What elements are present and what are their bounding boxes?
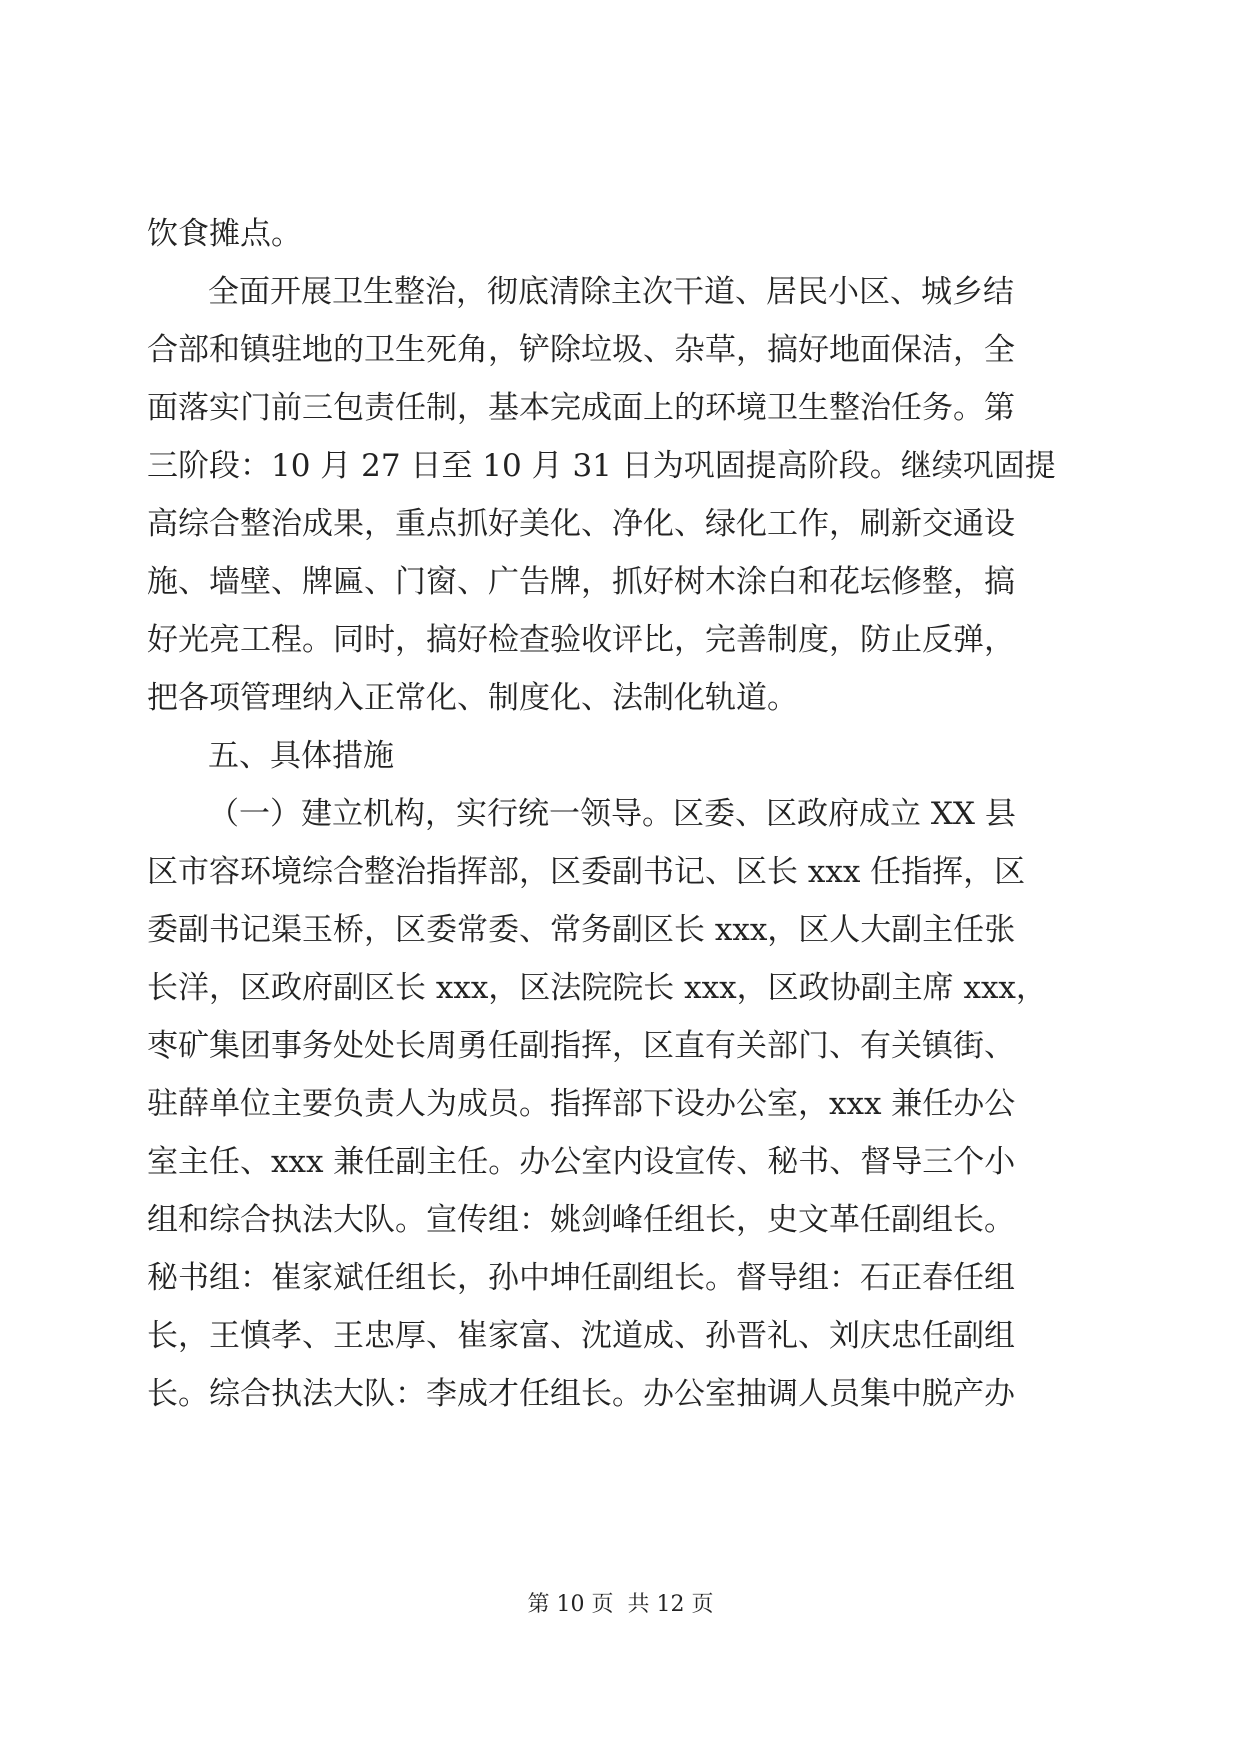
text-line: 长。综合执法大队：李成才任组长。办公室抽调人员集中脱产办 xyxy=(147,1376,1015,1412)
paragraph-first-line: （一）建立机构，实行统一领导。区委、区政府成立 XX 县 xyxy=(208,796,1016,832)
text-line: 枣矿集团事务处处长周勇任副指挥，区直有关部门、有关镇街、 xyxy=(147,1028,1015,1064)
page-footer: 第 10 页 共 12 页 xyxy=(527,1592,714,1617)
text-line: 施、墙壁、牌匾、门窗、广告牌，抓好树木涂白和花坛修整，搞 xyxy=(147,564,1015,600)
text-line: 面落实门前三包责任制，基本完成面上的环境卫生整治任务。第 xyxy=(147,390,1015,426)
paragraph-first-line: 全面开展卫生整治，彻底清除主次干道、居民小区、城乡结 xyxy=(208,274,1014,310)
text-line: 驻薛单位主要负责人为成员。指挥部下设办公室，xxx 兼任办公 xyxy=(147,1086,1016,1122)
text-line: 长洋，区政府副区长 xxx，区法院院长 xxx，区政协副主席 xxx， xyxy=(147,970,1047,1006)
text-line: 区市容环境综合整治指挥部，区委副书记、区长 xxx 任指挥，区 xyxy=(147,854,1026,890)
text-line: 组和综合执法大队。宣传组：姚剑峰任组长，史文革任副组长。 xyxy=(147,1202,1015,1238)
text-line: 把各项管理纳入正常化、制度化、法制化轨道。 xyxy=(147,680,798,716)
text-line: 长，王慎孝、王忠厚、崔家富、沈道成、孙晋礼、刘庆忠任副组 xyxy=(147,1318,1015,1354)
text-line: 三阶段：10 月 27 日至 10 月 31 日为巩固提高阶段。继续巩固提 xyxy=(147,448,1056,484)
text-line: 合部和镇驻地的卫生死角，铲除垃圾、杂草，搞好地面保洁，全 xyxy=(147,332,1015,368)
text-line: 饮食摊点。 xyxy=(147,216,302,252)
text-line: 高综合整治成果，重点抓好美化、净化、绿化工作，刷新交通设 xyxy=(147,506,1015,542)
text-line: 秘书组：崔家斌任组长，孙中坤任副组长。督导组：石正春任组 xyxy=(147,1260,1015,1296)
section-heading: 五、具体措施 xyxy=(208,738,394,774)
text-line: 委副书记渠玉桥，区委常委、常务副区长 xxx，区人大副主任张 xyxy=(147,912,1016,948)
text-line: 好光亮工程。同时，搞好检查验收评比，完善制度，防止反弹， xyxy=(147,622,1015,658)
text-line: 室主任、xxx 兼任副主任。办公室内设宣传、秘书、督导三个小 xyxy=(147,1144,1016,1180)
